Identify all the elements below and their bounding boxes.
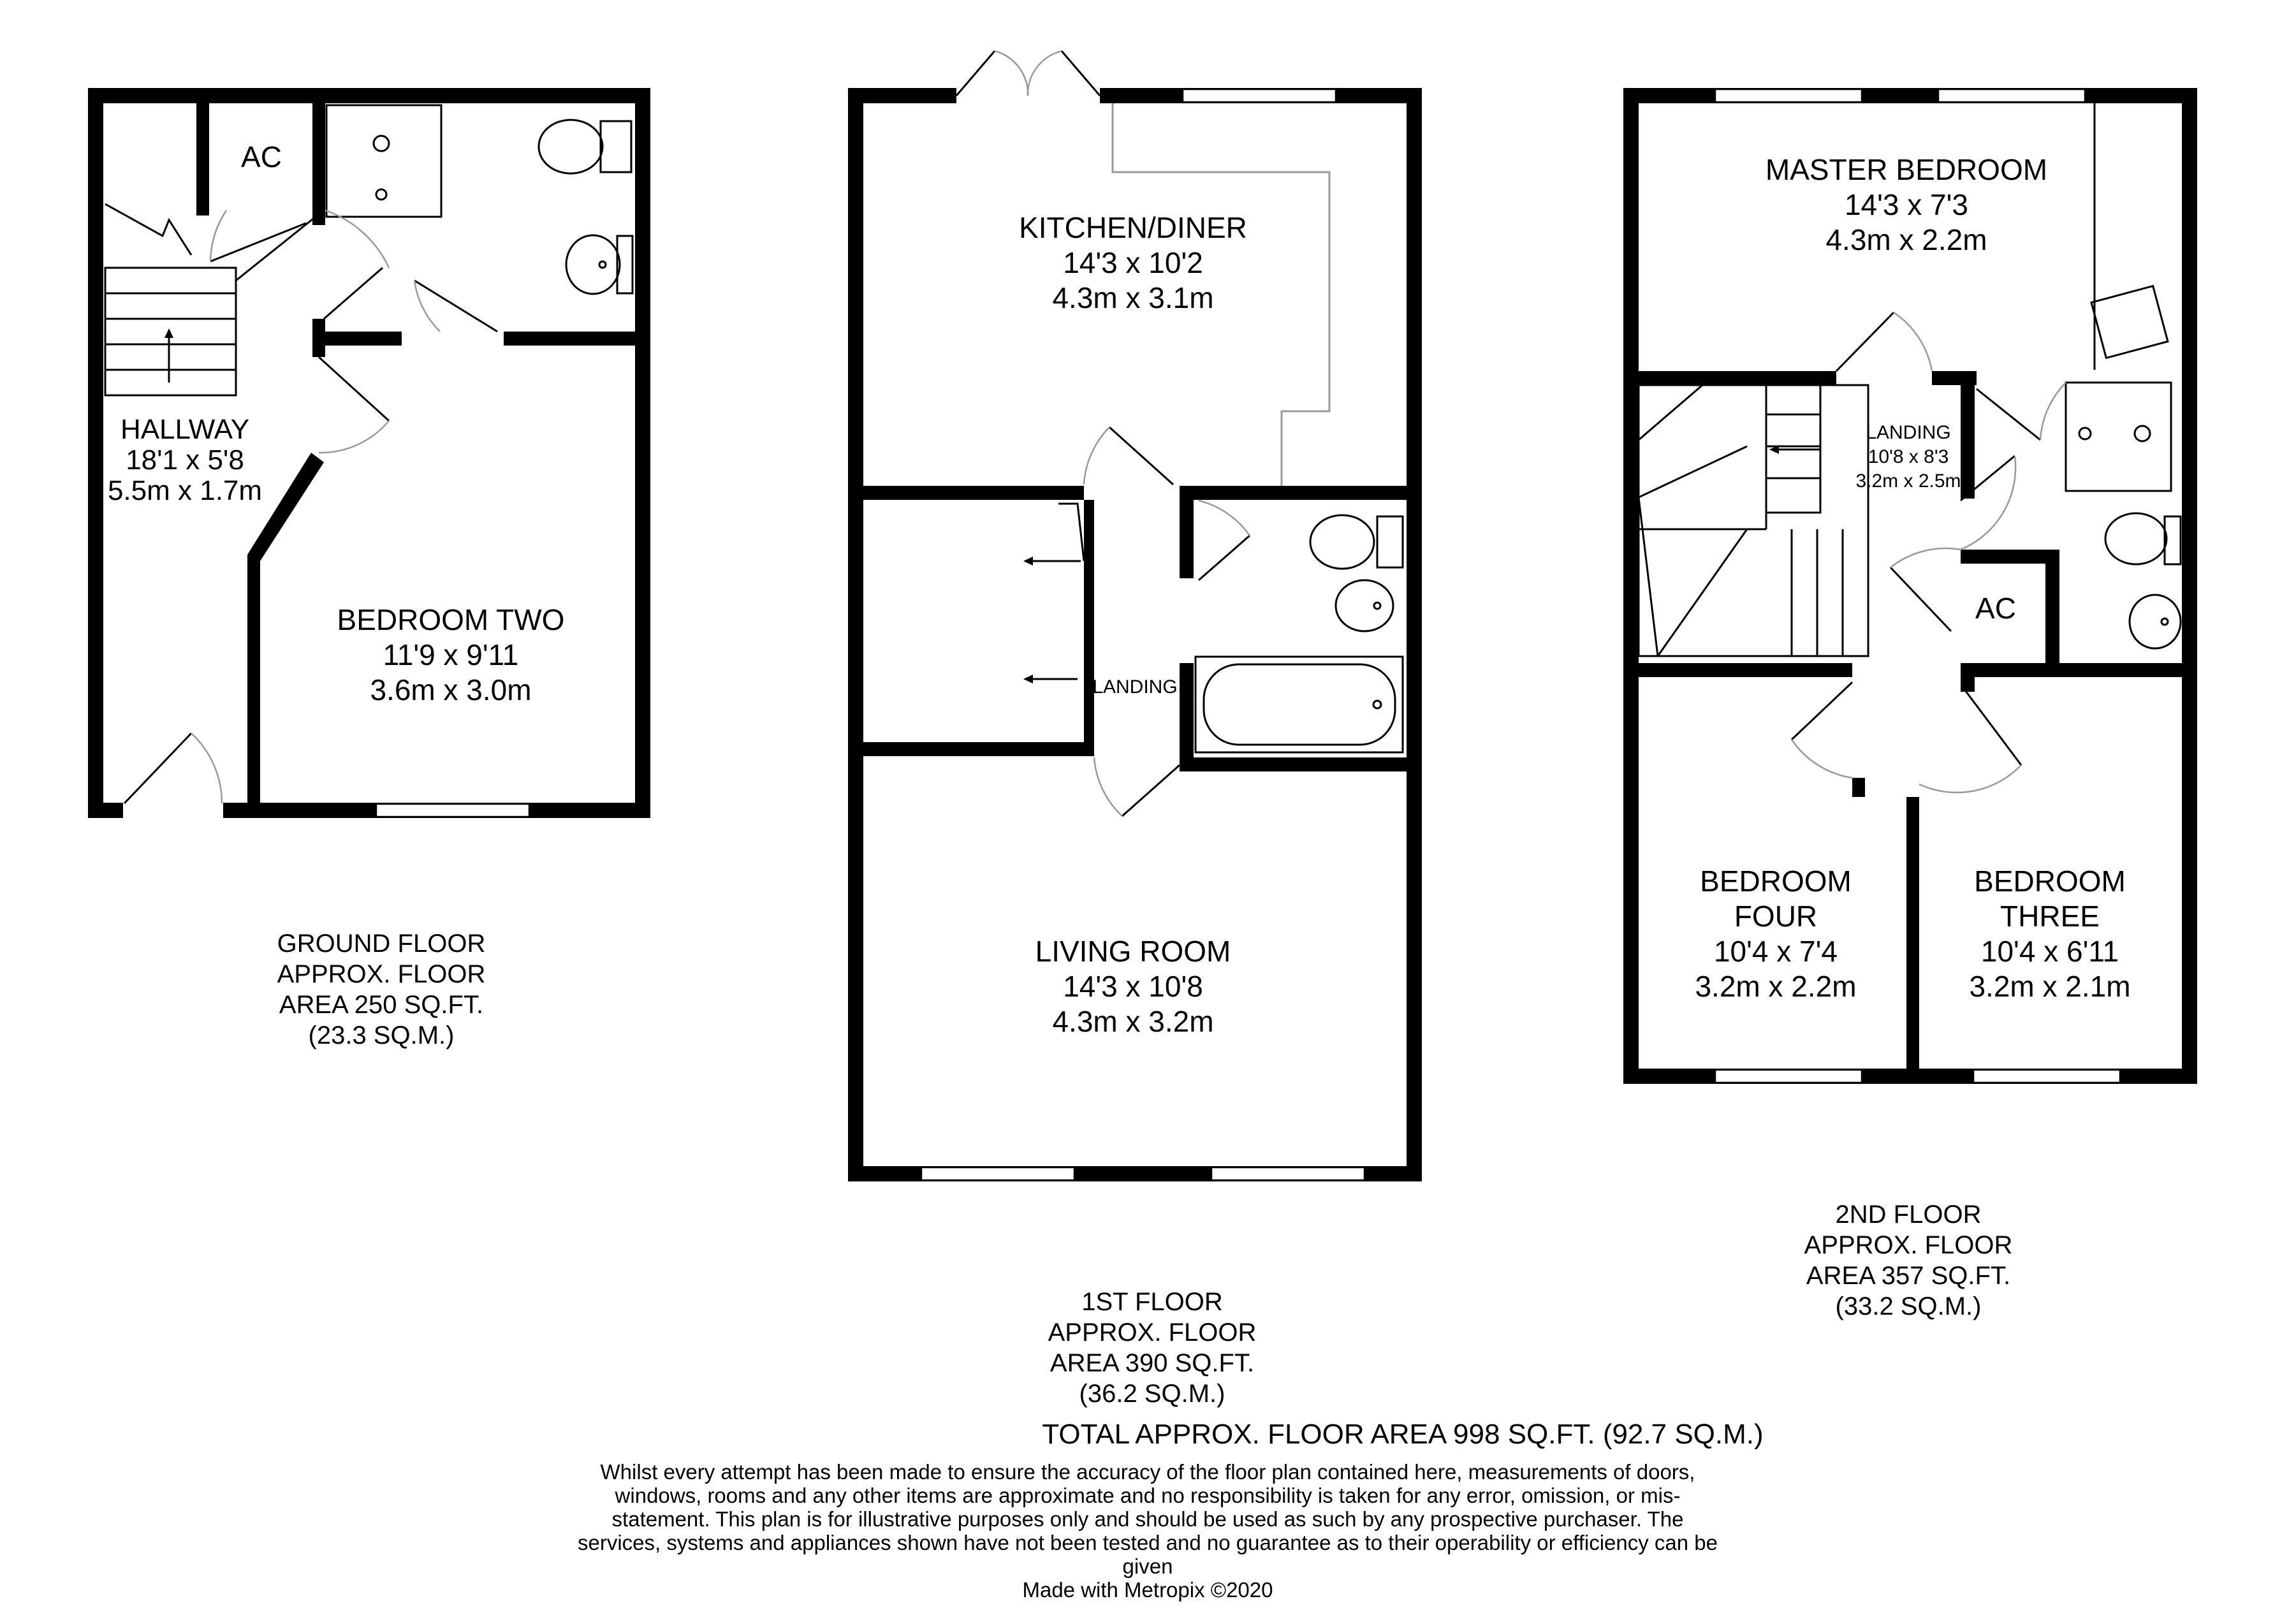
door-leaf bbox=[1199, 536, 1250, 580]
wall bbox=[1961, 371, 1975, 499]
door-swing bbox=[1084, 427, 1109, 485]
basin bbox=[1336, 580, 1393, 631]
stair-arrow bbox=[1023, 557, 1081, 683]
wall bbox=[1639, 663, 1852, 677]
wall bbox=[1180, 757, 1422, 771]
window bbox=[1715, 1070, 1862, 1083]
door-swing bbox=[325, 210, 389, 268]
wall bbox=[1852, 778, 1865, 797]
wall bbox=[88, 803, 123, 818]
wall bbox=[1906, 797, 1919, 1084]
wall bbox=[848, 88, 956, 103]
ground-floor-area-line3: AREA 250 SQ.FT. bbox=[279, 991, 484, 1019]
door-swing bbox=[1890, 548, 1961, 567]
hallway-name: HALLWAY bbox=[120, 414, 250, 445]
cupboard-door bbox=[1058, 504, 1084, 561]
basin-tap bbox=[599, 261, 606, 268]
window bbox=[1211, 1167, 1364, 1180]
wall bbox=[1961, 663, 2197, 677]
first-floor-area-line3: AREA 390 SQ.FT. bbox=[1049, 1349, 1255, 1377]
wall bbox=[1961, 550, 2059, 564]
window bbox=[1938, 89, 2085, 102]
door-swing bbox=[1792, 740, 1852, 778]
bedroom-three-name-1: BEDROOM bbox=[1974, 865, 2126, 898]
shower-fixture bbox=[2135, 426, 2150, 441]
kitchen-imperial: 14'3 x 10'2 bbox=[1063, 246, 1203, 279]
bath-drain bbox=[1373, 701, 1381, 708]
landing-metric: 3.2m x 2.5m bbox=[1855, 471, 1961, 492]
wall bbox=[1084, 500, 1094, 755]
bedroom-two-metric: 3.6m x 3.0m bbox=[370, 673, 532, 706]
door-leaf bbox=[1836, 312, 1894, 371]
disclaimer-block bbox=[578, 1460, 1718, 1602]
living-room-imperial: 14'3 x 10'8 bbox=[1063, 970, 1203, 1003]
wall bbox=[504, 332, 650, 346]
living-room-metric: 4.3m x 3.2m bbox=[1052, 1005, 1214, 1038]
wall bbox=[848, 742, 1094, 756]
desk-chair bbox=[2091, 286, 2168, 358]
wall bbox=[312, 319, 325, 357]
living-room-name: LIVING ROOM bbox=[1035, 935, 1231, 968]
wall bbox=[312, 332, 402, 346]
wall bbox=[247, 453, 324, 818]
bedroom-three-imperial: 10'4 x 6'11 bbox=[1980, 935, 2119, 968]
basin-tap bbox=[1374, 603, 1380, 609]
door-leaf bbox=[324, 268, 383, 319]
first-floor-area-line2: APPROX. FLOOR bbox=[1048, 1319, 1257, 1347]
toilet-bowl bbox=[2105, 513, 2167, 564]
wall bbox=[1180, 486, 1194, 578]
shower-tray bbox=[2066, 383, 2171, 491]
toilet-cistern bbox=[601, 121, 631, 172]
first-floor-area-line4: (36.2 SQ.M.) bbox=[1079, 1380, 1225, 1408]
shower-drain bbox=[2079, 428, 2091, 439]
wall bbox=[88, 88, 103, 818]
door-swing bbox=[210, 210, 226, 261]
wall bbox=[1639, 371, 1836, 385]
credit-text: Made with Metropix ©2020 bbox=[1022, 1578, 1273, 1602]
shower-fixture bbox=[374, 136, 389, 151]
wall bbox=[312, 88, 325, 225]
wall bbox=[88, 88, 650, 103]
second-floor-plan bbox=[1623, 88, 2197, 1320]
door-leaf bbox=[1977, 389, 2040, 440]
ac-label: AC bbox=[241, 140, 282, 173]
second-floor-area-line4: (33.2 SQ.M.) bbox=[1835, 1292, 1982, 1320]
door-swing bbox=[1894, 312, 1932, 371]
landing-imperial: 10'8 x 8'3 bbox=[1868, 446, 1949, 467]
bath bbox=[1196, 657, 1403, 752]
second-floor-area-line3: AREA 357 SQ.FT. bbox=[1806, 1262, 2011, 1290]
door-leaf bbox=[1890, 567, 1951, 631]
wall bbox=[2045, 550, 2059, 677]
door-swing bbox=[319, 421, 389, 453]
basin bbox=[566, 235, 620, 294]
ground-floor-area-line2: APPROX. FLOOR bbox=[277, 960, 486, 988]
window bbox=[1183, 89, 1336, 102]
bedroom-four-name-2: FOUR bbox=[1734, 900, 1818, 933]
wall bbox=[1180, 663, 1194, 771]
bedroom-three-name-2: THREE bbox=[2000, 900, 2100, 933]
ground-floor-area-line4: (23.3 SQ.M.) bbox=[308, 1021, 455, 1049]
landing-label: LANDING bbox=[1092, 676, 1178, 698]
door-leaf bbox=[414, 281, 497, 332]
door-leaf bbox=[124, 733, 191, 803]
shower-tray bbox=[326, 105, 441, 217]
door-leaf bbox=[1964, 689, 2021, 765]
second-floor-area-line1: 2ND FLOOR bbox=[1835, 1201, 1982, 1229]
door-swing bbox=[2040, 383, 2066, 440]
master-bedroom-metric: 4.3m x 2.2m bbox=[1825, 223, 1987, 256]
ground-floor-area-line1: GROUND FLOOR bbox=[277, 930, 486, 958]
staircase bbox=[105, 204, 236, 395]
ground-floor-plan bbox=[88, 88, 650, 1049]
wall bbox=[1623, 88, 2197, 103]
basin bbox=[2130, 595, 2181, 648]
door-swing bbox=[1199, 500, 1250, 536]
door-swing bbox=[1028, 51, 1062, 96]
wall bbox=[848, 88, 863, 1181]
toilet-bowl bbox=[539, 120, 603, 173]
hallway-imperial: 18'1 x 5'8 bbox=[126, 444, 244, 476]
disclaimer-text: Whilst every attempt has been made to ensure the accuracy of the floor plan contained here, measurements of doors, windows, rooms and any other items are approximate and no responsibility is taken for any error, omission, or mis-statement. This plan is for illustrative purposes only and should be used as such by any prospective purchaser. The services, systems and appliances shown have not been tested and no guarantee as to their operability or efficiency can be given bbox=[578, 1460, 1718, 1578]
shower-drain bbox=[376, 189, 386, 200]
second-floor-area-line2: APPROX. FLOOR bbox=[1804, 1231, 2013, 1259]
door-swing bbox=[995, 51, 1028, 96]
wall bbox=[1407, 88, 1422, 1181]
first-floor-plan bbox=[848, 51, 1422, 1408]
master-bedroom-imperial: 14'3 x 7'3 bbox=[1844, 188, 1969, 221]
door-swing bbox=[191, 733, 222, 803]
french-door-leaf bbox=[956, 51, 995, 96]
total-floor-area: TOTAL APPROX. FLOOR AREA 998 SQ.FT. (92.7 SQ.M.) bbox=[1042, 1419, 1764, 1450]
door-leaf bbox=[319, 357, 389, 421]
landing-name: LANDING bbox=[1866, 422, 1951, 443]
staircase bbox=[1639, 385, 1868, 656]
master-bedroom-name: MASTER BEDROOM bbox=[1765, 153, 2048, 186]
first-floor-area-line1: 1ST FLOOR bbox=[1081, 1288, 1223, 1316]
toilet-bowl bbox=[1310, 515, 1374, 569]
bedroom-two-name: BEDROOM TWO bbox=[337, 603, 565, 636]
kitchen-metric: 4.3m x 3.1m bbox=[1052, 281, 1214, 314]
bedroom-two-imperial: 11'9 x 9'11 bbox=[383, 638, 519, 671]
window bbox=[376, 804, 529, 817]
door-leaf bbox=[1122, 765, 1180, 816]
door-leaf bbox=[210, 223, 306, 261]
kitchen-name: KITCHEN/DINER bbox=[1019, 211, 1247, 244]
door-leaf bbox=[1792, 682, 1852, 740]
bedroom-four-metric: 3.2m x 2.2m bbox=[1695, 970, 1857, 1003]
window bbox=[1715, 89, 1862, 102]
ac-label: AC bbox=[1975, 592, 2016, 625]
toilet-cistern bbox=[1377, 516, 1403, 567]
french-door-leaf bbox=[1062, 51, 1100, 96]
wall bbox=[1623, 88, 1639, 1084]
window bbox=[1973, 1070, 2120, 1083]
door-leaf bbox=[236, 217, 316, 281]
bedroom-three-metric: 3.2m x 2.1m bbox=[1969, 970, 2131, 1003]
basin-tap bbox=[2161, 618, 2168, 625]
bedroom-four-name-1: BEDROOM bbox=[1700, 865, 1852, 898]
hallway-metric: 5.5m x 1.7m bbox=[107, 475, 263, 506]
door-leaf bbox=[1109, 427, 1173, 485]
wall bbox=[635, 88, 650, 818]
wall bbox=[848, 486, 1084, 500]
bedroom-four-imperial: 10'4 x 7'4 bbox=[1713, 935, 1838, 968]
wall bbox=[2182, 88, 2197, 1084]
wall bbox=[1180, 486, 1422, 500]
door-swing bbox=[1094, 757, 1122, 816]
wall bbox=[196, 88, 209, 216]
window bbox=[921, 1167, 1074, 1180]
bath-tub bbox=[1204, 664, 1395, 745]
door-swing bbox=[1919, 765, 2021, 793]
